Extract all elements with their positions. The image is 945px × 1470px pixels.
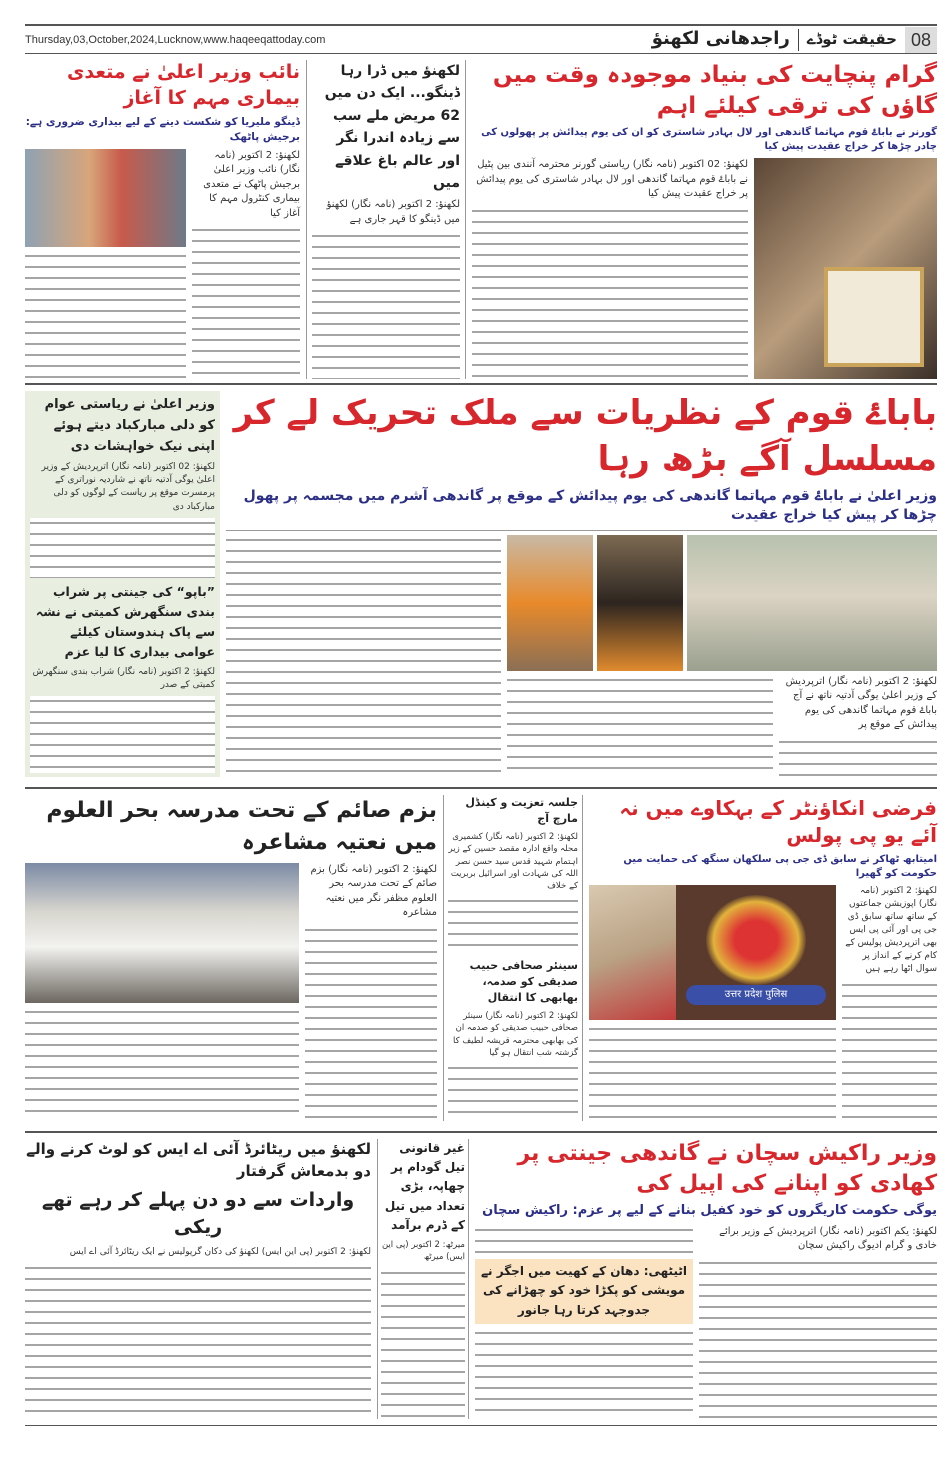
emblem-banner: उत्तर प्रदेश पुलिस xyxy=(686,985,826,1005)
story1 xyxy=(472,60,937,379)
story1-body xyxy=(472,206,748,379)
lead-body-right xyxy=(779,737,937,777)
story6-lead: میرٹھ: 2 اکتوبر (پی این ایس) میرٹھ xyxy=(381,1239,465,1263)
story2-headline: نائب وزیر اعلیٰ نے متعدی بیماری مہم کا آغاز xyxy=(66,61,300,109)
story4-headline: فرضی انکاؤنٹر کے بہکاوے میں نہ آئے یو پی پولس xyxy=(619,796,937,847)
dengue-brief-lead: لکھنؤ: 2 اکتوبر (نامہ نگار) لکھنؤ میں ڈینگو کا قہر جاری ہے xyxy=(326,199,460,225)
sidebar-body-2 xyxy=(30,696,215,773)
story6-body xyxy=(381,1268,465,1419)
dengue-brief-headline: لکھنؤ میں ڈرا رہا ڈینگو... ایک دن میں 62 مریض ملے سب سے زیادہ اندرا نگر اور عالم باغ علاقے میں xyxy=(324,63,460,191)
story4 xyxy=(589,795,937,1121)
lead-headline: باباۓ قوم کے نظریات سے ملک تحریک لے کر مسلسل آگے بڑھ رہا xyxy=(233,393,937,479)
masthead xyxy=(25,24,937,54)
story5 xyxy=(25,1139,371,1419)
lead-story-lead: لکھنؤ: 2 اکتوبر (نامہ نگار) اترپردیش کے وزیر اعلیٰ یوگی آدتیہ ناتھ نے آج باباۓ قوم مہاتما گاندھی کی یوم پیدائش کے موقع پر xyxy=(785,675,937,731)
story2-text xyxy=(192,149,300,379)
story4-subhead: امیتابھ ٹھاکر نے سابق ڈی جی پی سلکھان سنگھ کی حمایت میں حکومت کو گھیرا xyxy=(623,854,937,879)
brief2-body xyxy=(448,1063,578,1121)
paper-logo: حقیقت ٹوڈے xyxy=(806,29,897,48)
lead-story xyxy=(226,391,937,777)
brief2-headline: سینئر صحافی حبیب صدیقی کو صدمہ، بھابھی کا انتقال xyxy=(469,959,578,1005)
section-title: راجدھانی لکھنؤ xyxy=(651,28,790,50)
story1-lead: لکھنؤ: 02 اکتوبر (نامہ نگار) ریاستی گورنر محترمہ آنندی بین پٹیل نے باباۓ قوم مہاتما گاندھی اور لال بہادر شاستری کی یوم پیدائش پر خراج عقیدت پیش کیا xyxy=(476,159,748,200)
story7-subhead: یوگی حکومت کاریگروں کو خود کفیل بنانے کے لیے پر عزم: راکیش سچان xyxy=(482,1203,937,1219)
cm-photo-1 xyxy=(507,535,593,671)
story4-content xyxy=(589,885,937,1121)
story3-body-bottom xyxy=(25,1007,299,1121)
lead-subhead: وزیر اعلیٰ نے باباۓ قوم مہاتما گاندھی کی یوم پیدائش کے موقع پر گاندھی آشرم میں مجسمہ پر پھول چڑھا کر پیش کیا خراج عقیدت xyxy=(226,487,937,531)
story2 xyxy=(25,60,300,379)
emblem-shield-icon xyxy=(706,895,806,985)
section-3 xyxy=(25,787,937,1127)
story3 xyxy=(25,795,437,1121)
cm-cleaning-photo xyxy=(687,535,937,671)
sidebar-lead-2: لکھنؤ: 2 اکتوبر (نامہ نگار) شراب بندی سنگھرش کمیتی کے صدر xyxy=(32,666,215,690)
dengue-brief xyxy=(306,60,466,379)
story7-text xyxy=(699,1225,937,1419)
dengue-brief-body xyxy=(312,231,460,379)
story7 xyxy=(475,1139,937,1419)
police-uniform-photo xyxy=(589,885,676,1020)
lead-lower xyxy=(507,675,937,777)
story7-content xyxy=(475,1225,937,1419)
lead-body-left xyxy=(226,535,501,777)
lead-content xyxy=(226,535,937,777)
story7-headline: وزیر راکیش سچان نے گاندھی جینتی پر کھادی کو اپنانے کی اپیل کی xyxy=(517,1141,937,1196)
section-4 xyxy=(25,1131,937,1426)
python-brief-headline: اٹیٹھی: دھان کے کھیت میں اجگر نے مویشی کو پکڑا خود کو چھڑانے کی جدوجہد کرتا رہا جانور xyxy=(481,1263,687,1318)
story5-headline: لکھنؤ میں ریٹائرڈ آئی اے ایس کو لوٹ کرنے والے دو بدمعاش گرفتار xyxy=(26,1140,371,1180)
story4-body-bottom xyxy=(589,1024,836,1121)
story2-body-2 xyxy=(25,251,186,379)
story2-lead: لکھنؤ: 2 اکتوبر (نامہ نگار) نائب وزیر اعلیٰ برجیش پاٹھک نے متعدی بیماری کنٹرول مہم کا آغاز کیا xyxy=(203,149,300,219)
dateline: Thursday,03,October,2024,Lucknow,www.haqeeqattoday.com xyxy=(25,33,326,46)
lead-right xyxy=(507,535,937,777)
divider xyxy=(798,29,799,51)
brief1-lead: لکھنؤ: 2 اکتوبر (نامہ نگار) کشمیری محلہ واقع ادارہ مقصد حسین کے زیر اہتمام شہید قدس سید حسن نصر اللہ کی شہادت اور اسرائیل بربریت کے خلاف xyxy=(448,831,578,892)
story5-lead: لکھنؤ: 2 اکتوبر (پی این ایس) لکھنؤ کی دکان گرپولیس نے ایک ریٹائرڈ آئی اے ایس xyxy=(69,1246,371,1257)
portrait-frame xyxy=(824,267,924,367)
sidebar-body-1 xyxy=(30,518,215,578)
brief1-body xyxy=(448,896,578,954)
story1-headline: گرام پنچایت کی بنیاد موجودہ وقت میں گاؤں کی ترقی کیلئے اہم xyxy=(492,62,937,120)
python-brief-box xyxy=(475,1259,693,1324)
brief1-headline: جلسہ تعزیت و کینڈل مارچ آج xyxy=(465,796,578,825)
story4-text xyxy=(842,885,937,1121)
lead-body-mid xyxy=(507,675,773,777)
story1-text xyxy=(472,158,748,379)
story7-body-right xyxy=(699,1258,937,1419)
story3-headline: بزم صائم کے تحت مدرسہ بحر العلوم میں نعتیہ مشاعرہ xyxy=(46,798,437,855)
story7-left xyxy=(475,1225,693,1419)
story2-body xyxy=(192,225,300,379)
story4-lead: لکھنؤ: 2 اکتوبر (نامہ نگار) اپوزیشن جماعتوں کے ساتھ ساتھ سابق ڈی جی پی اور آئی پی ایس بھی اترپردیش پولیس کے کام کرنے کے انداز پر سوال اٹھا رہے ہیں xyxy=(845,886,937,975)
story7-lead: لکھنؤ: یکم اکتوبر (نامہ نگار) اترپردیش کے وزیر برائے خادی و گرام ادیوگ راکیش سچان xyxy=(719,1225,937,1252)
mushaira-photo xyxy=(25,863,299,1003)
page-number: 08 xyxy=(905,27,937,53)
sidebar-box xyxy=(25,391,220,777)
masthead-right xyxy=(652,26,937,52)
story3-left xyxy=(25,863,299,1121)
story3-lead: لکھنؤ: 2 اکتوبر (نامہ نگار) بزم صائم کے تحت مدرسہ بحر العلوم مظفر نگر میں نعتیہ مشاعرہ xyxy=(310,863,437,919)
python-brief-body xyxy=(475,1328,693,1419)
lead-text-right xyxy=(779,675,937,777)
briefs xyxy=(443,795,583,1121)
story6 xyxy=(377,1139,469,1419)
story3-content xyxy=(25,863,437,1121)
story3-body-right xyxy=(305,925,437,1121)
story3-text xyxy=(305,863,437,1121)
up-police-emblem xyxy=(676,885,836,1020)
story2-subhead: ڈینگو ملیریا کو شکست دینے کے لیے بیداری ضروری ہے: برجیش پاٹھک xyxy=(25,116,300,143)
sidebar-headline-2: ”باپو“ کی جینتی پر شراب بندی سنگھرش کمیتی نے نشہ سے پاک ہندوستان کیلئے عوامی بیداری کا لیا عزم xyxy=(35,583,215,659)
sidebar-headline-1: وزیر اعلیٰ نے ریاستی عوام کو دلی مبارکباد دیتے ہوئے اپنی نیک خواہشات دی xyxy=(44,397,215,454)
cm-photo-2 xyxy=(597,535,683,671)
section-1 xyxy=(25,54,937,379)
governor-statue-photo xyxy=(754,158,937,379)
story1-content xyxy=(472,158,937,379)
brief2-lead: لکھنؤ: 2 اکتوبر (نامہ نگار) سینئر صحافی حبیب صدیقی کو صدمہ ان کی بھابھی محترمہ قریشہ لطیف کا گزشتہ شب انتقال ہو گیا xyxy=(453,1011,578,1058)
deputy-cm-photo xyxy=(25,149,186,247)
story4-left xyxy=(589,885,836,1121)
section-2 xyxy=(25,383,937,783)
story4-body-right xyxy=(842,980,937,1121)
lead-photos xyxy=(507,535,937,671)
story2-left xyxy=(25,149,186,379)
story7-body-left xyxy=(475,1225,693,1255)
story1-subhead: گورنر نے باباۓ قوم مہاتما گاندھی اور لال بہادر شاستری کو ان کی یوم پیدائش پر پھولوں کی چادر چڑھا کر خراج عقیدت پیش کیا xyxy=(481,127,937,153)
story4-photos xyxy=(589,885,836,1020)
sidebar-lead-1: لکھنؤ: 02 اکتوبر (نامہ نگار) اترپردیش کے وزیر اعلیٰ یوگی آدتیہ ناتھ نے شاردیہ نوراتری کے پرمسرت موقع پر ریاست کے لوگوں کو دلی مبارکباد دی xyxy=(41,462,215,512)
story5-subhead: واردات سے دو دن پہلے کر رہے تھے ریکی xyxy=(41,1188,355,1239)
story6-headline: غیر قانونی تیل گودام پر چھاپہ، بڑی تعداد میں تیل کے ڈرم برآمد xyxy=(384,1141,465,1232)
story2-content xyxy=(25,149,300,379)
story5-body xyxy=(25,1263,371,1419)
